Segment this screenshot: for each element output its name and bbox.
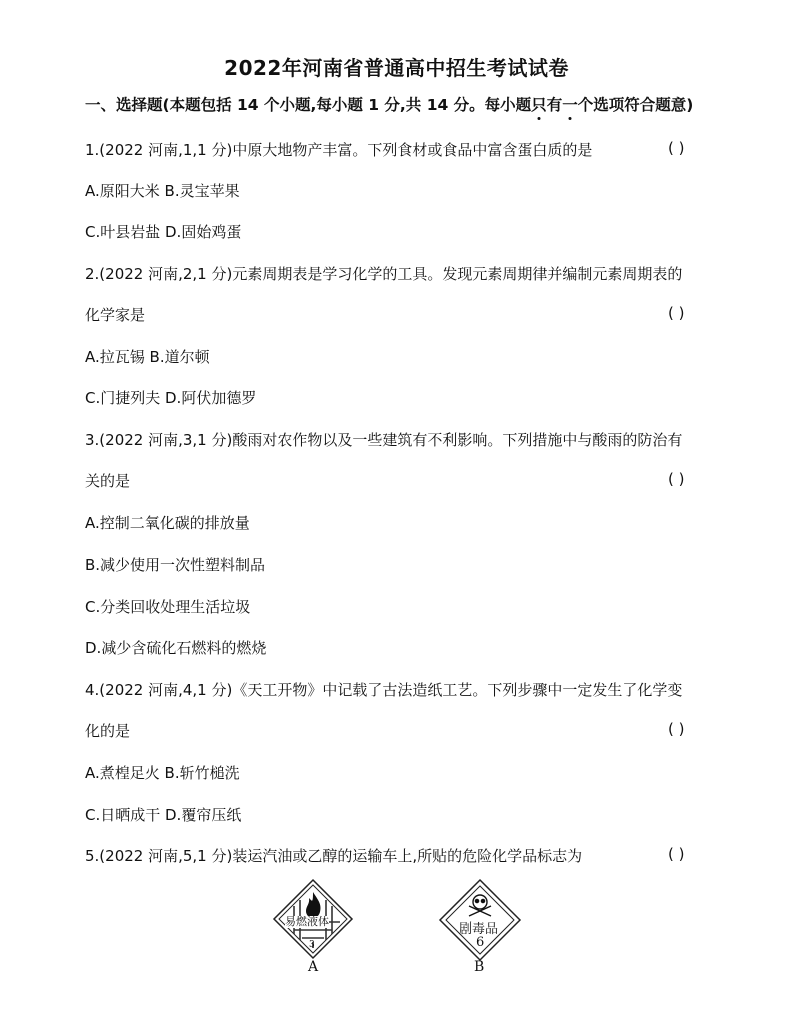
emphasis-char: 只 xyxy=(531,96,547,114)
sign-b-text: 剧毒品 xyxy=(459,922,499,937)
answer-blank: ( ) xyxy=(668,470,685,488)
question-4-option-cd: C.日晒成干 D.覆帘压纸 xyxy=(85,806,242,824)
question-4-stem-cont: 化的是 xyxy=(85,722,131,740)
question-2-stem-cont: 化学家是 xyxy=(85,306,146,324)
question-2-option-ab: A.拉瓦锡 B.道尔顿 xyxy=(85,348,210,366)
question-3-option-a: A.控制二氧化碳的排放量 xyxy=(85,514,250,532)
question-4-option-ab: A.煮楻足火 B.斩竹槌洗 xyxy=(85,764,240,782)
hazard-sign-a xyxy=(272,878,354,960)
question-1-stem: 1.(2022 河南,1,1 分)中原大地物产丰富。下列食材或食品中富含蛋白质的是 xyxy=(85,141,593,159)
question-3-option-c: C.分类回收处理生活垃圾 xyxy=(85,598,251,616)
sign-a-label: A xyxy=(308,959,319,975)
exam-title: 2022年河南省普通高中招生考试试卷 xyxy=(224,56,569,80)
question-4-stem: 4.(2022 河南,4,1 分)《天工开物》中记载了古法造纸工艺。下列步骤中一定发生了化学变 xyxy=(85,681,683,699)
question-1-option-ab: A.原阳大米 B.灵宝苹果 xyxy=(85,182,240,200)
hazard-sign-b xyxy=(438,878,522,962)
sign-a-text: 易燃液体 xyxy=(285,915,329,928)
section-prefix: 一、选择题(本题包括 14 个小题,每小题 1 分,共 14 分。每小题 xyxy=(85,96,532,114)
question-3-stem-cont: 关的是 xyxy=(85,472,131,490)
question-1-option-cd: C.叶县岩盐 D.固始鸡蛋 xyxy=(85,223,242,241)
question-5-stem: 5.(2022 河南,5,1 分)装运汽油或乙醇的运输车上,所贴的危险化学品标志为 xyxy=(85,847,583,865)
answer-blank: ( ) xyxy=(668,139,685,157)
question-3-option-d: D.减少含硫化石燃料的燃烧 xyxy=(85,639,267,657)
answer-blank: ( ) xyxy=(668,720,685,738)
answer-blank: ( ) xyxy=(668,304,685,322)
section-suffix: 选项符合题意) xyxy=(593,96,694,114)
sign-b-number: 6 xyxy=(476,935,485,950)
sign-b-label: B xyxy=(474,959,485,975)
question-3-option-b: B.减少使用一次性塑料制品 xyxy=(85,556,266,574)
question-3-stem: 3.(2022 河南,3,1 分)酸雨对农作物以及一些建筑有不利影响。下列措施中与酸雨的防治有 xyxy=(85,431,683,449)
emphasis-char: 一 xyxy=(562,96,578,114)
section-text: 个 xyxy=(577,96,594,114)
question-2-stem: 2.(2022 河南,2,1 分)元素周期表是学习化学的工具。发现元素周期律并编制元素周期表的 xyxy=(85,265,683,283)
section-heading xyxy=(85,93,693,115)
answer-blank: ( ) xyxy=(668,845,685,863)
question-2-option-cd: C.门捷列夫 D.阿伏加德罗 xyxy=(85,389,257,407)
sign-a-number: 3 xyxy=(309,940,315,950)
section-text: 有 xyxy=(546,96,563,114)
